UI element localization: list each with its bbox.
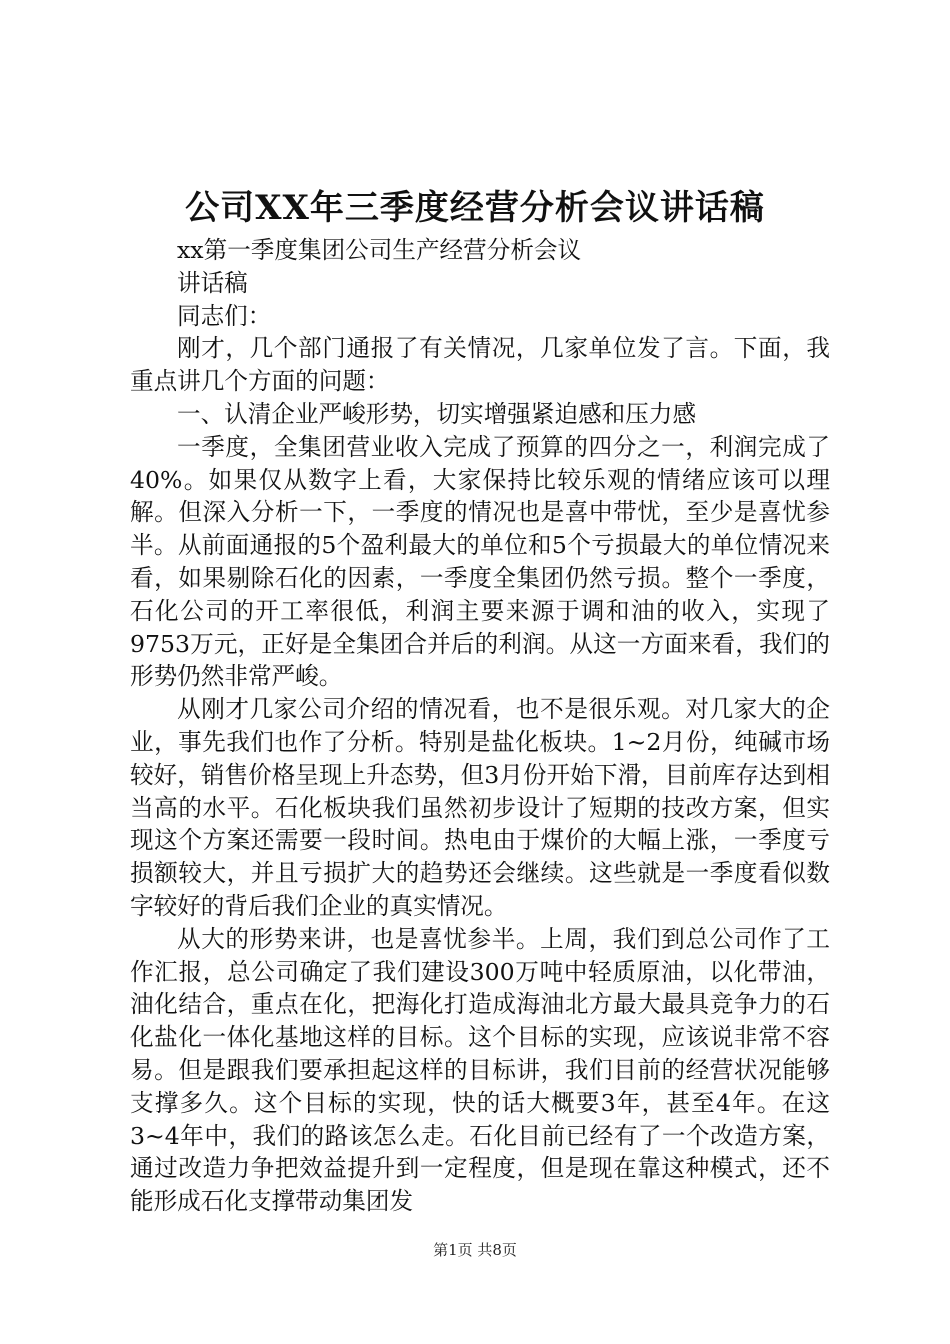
document-title: 公司XX年三季度经营分析会议讲话稿 [185,188,765,228]
document-body [130,234,830,1218]
paragraph-salutation: 同志们： [177,301,272,330]
paragraph-intro: 刚才，几个部门通报了有关情况，几家单位发了言。下面，我重点讲几个方面的问题： [130,334,830,396]
paragraph-overall-situation: 从大的形势来讲，也是喜忧参半。上周，我们到总公司作了工作汇报，总公司确定了我们建设300万吨中轻质原油，以化带油，油化结合，重点在化，把海化打造成海油北方最大最具竞争力的石化盐化一体化基地这样的目标。这个目标的实现，应该说非常不容易。但是跟我们要承担起这样的目标讲，我们目前的经营状况能够支撑多久。这个目标的实现，快的话大概要3年，甚至4年。在这3~4年中，我们的路该怎么走。石化目前已经有了一个改造方案，通过改造力争把效益提升到一定程度，但是现在靠这种模式，还不能形成石化支撑带动集团发 [130,924,830,1216]
section-heading-1: 一、认清企业严峻形势，切实增强紧迫感和压力感 [177,399,697,428]
paragraph-q1-results: 一季度，全集团营业收入完成了预算的四分之一，利润完成了40%。如果仅从数字上看，大家保持比较乐观的情绪应该可以理解。但深入分析一下，一季度的情况也是喜中带忧，至少是喜忧参半。从前面通报的5个盈利最大的单位和5个亏损最大的单位情况来看，如果剔除石化的因素，一季度全集团仍然亏损。整个一季度，石化公司的开工率很低，利润主要来源于调和油的收入，实现了9753万元，正好是全集团合并后的利润。从这一方面来看，我们的形势仍然非常严峻。 [130,432,830,691]
paragraph-company-reports: 从刚才几家公司介绍的情况看，也不是很乐观。对几家大的企业，事先我们也作了分析。特别是盐化板块。1~2月份，纯碱市场较好，销售价格呈现上升态势，但3月份开始下滑，目前库存达到相当高的水平。石化板块我们虽然初步设计了短期的技改方案，但实现这个方案还需要一段时间。热电由于煤价的大幅上涨，一季度亏损额较大，并且亏损扩大的趋势还会继续。这些就是一季度看似数字较好的背后我们企业的真实情况。 [130,695,830,920]
page-footer: 第1页 共8页 [433,1241,517,1259]
paragraph-speech-label: 讲话稿 [177,268,248,297]
paragraph-meeting-name: xx第一季度集团公司生产经营分析会议 [177,236,582,264]
